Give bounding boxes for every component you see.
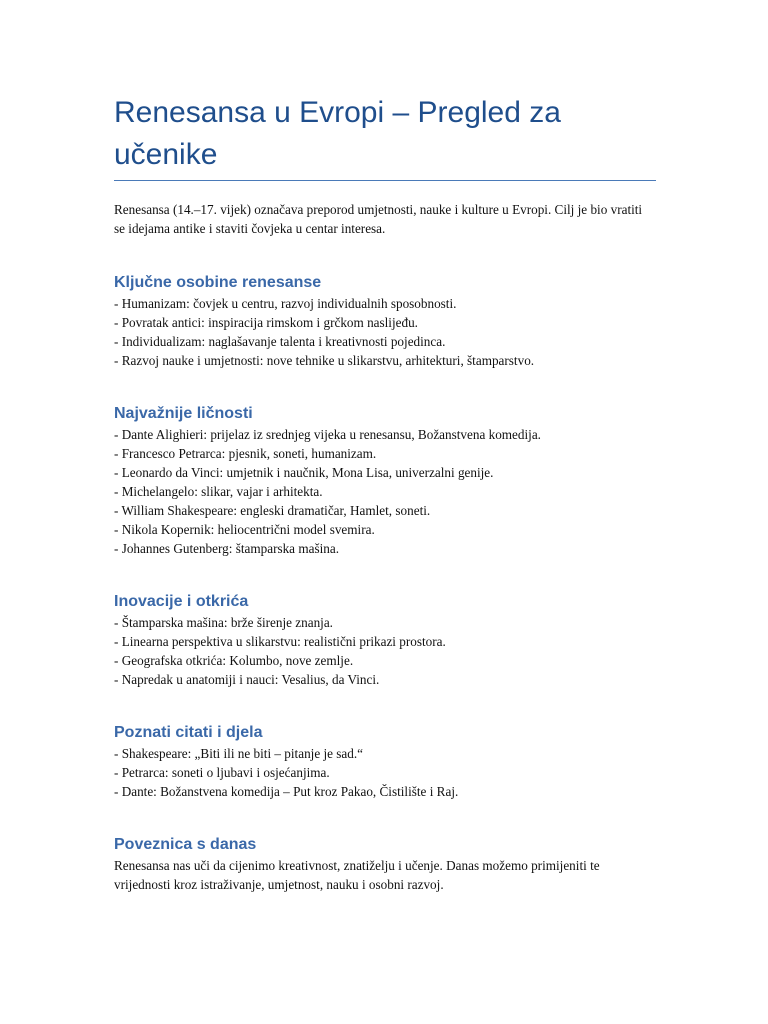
list-item: - Dante Alighieri: prijelaz iz srednjeg vijeka u renesansu, Božanstvena komedija. bbox=[114, 427, 541, 442]
section-heading: Poznati citati i djela bbox=[114, 724, 263, 741]
list-item: - Michelangelo: slikar, vajar i arhitekta. bbox=[114, 484, 323, 499]
list-item: - Shakespeare: „Biti ili ne biti – pitanje je sad.“ bbox=[114, 746, 364, 761]
list-item: - Dante: Božanstvena komedija – Put kroz Pakao, Čistilište i Raj. bbox=[114, 784, 459, 799]
section-heading: Ključne osobine renesanse bbox=[114, 274, 322, 291]
bullet-list bbox=[114, 294, 656, 370]
list-item: - Individualizam: naglašavanje talenta i kreativnosti pojedinca. bbox=[114, 334, 446, 349]
list-item: - Razvoj nauke i umjetnosti: nove tehnike u slikarstvu, arhitekturi, štamparstvo. bbox=[114, 353, 535, 368]
list-item: - Linearna perspektiva u slikarstvu: realistični prikazi prostora. bbox=[114, 634, 446, 649]
section-key-figures bbox=[114, 403, 656, 558]
section-innovations bbox=[114, 591, 656, 689]
intro-paragraph: Renesansa (14.–17. vijek) označava preporod umjetnosti, nauke i kulture u Evropi. Cilj je bio vratiti se idejama antike i staviti čovjeka u centar interesa. bbox=[114, 202, 643, 236]
bullet-list bbox=[114, 744, 656, 801]
list-item: - Johannes Gutenberg: štamparska mašina. bbox=[114, 541, 339, 556]
title-underline bbox=[114, 180, 656, 181]
list-item: - Napredak u anatomiji i nauci: Vesalius, da Vinci. bbox=[114, 672, 380, 687]
list-item: - Nikola Kopernik: heliocentrični model svemira. bbox=[114, 522, 375, 537]
section-connection-today bbox=[114, 834, 656, 894]
list-item: - Francesco Petrarca: pjesnik, soneti, humanizam. bbox=[114, 446, 377, 461]
document-page bbox=[114, 92, 656, 894]
document-title: Renesansa u Evropi – Pregled za učenike bbox=[114, 96, 561, 171]
list-item: - Povratak antici: inspiracija rimskom i grčkom naslijeđu. bbox=[114, 315, 418, 330]
list-item: - Petrarca: soneti o ljubavi i osjećanjima. bbox=[114, 765, 330, 780]
list-item: - William Shakespeare: engleski dramatičar, Hamlet, soneti. bbox=[114, 503, 431, 518]
section-key-features bbox=[114, 272, 656, 370]
list-item: - Štamparska mašina: brže širenje znanja. bbox=[114, 615, 333, 630]
list-item: - Leonardo da Vinci: umjetnik i naučnik, Mona Lisa, univerzalni genije. bbox=[114, 465, 494, 480]
section-paragraph: Renesansa nas uči da cijenimo kreativnost, znatiželju i učenje. Danas možemo primijeniti te vrijednosti kroz istraživanje, umjetnost, nauku i osobni razvoj. bbox=[114, 858, 600, 892]
section-heading: Najvažnije ličnosti bbox=[114, 405, 253, 422]
list-item: - Geografska otkrića: Kolumbo, nove zemlje. bbox=[114, 653, 354, 668]
section-heading: Inovacije i otkrića bbox=[114, 593, 249, 610]
section-heading: Poveznica s danas bbox=[114, 836, 257, 853]
bullet-list bbox=[114, 425, 656, 558]
section-quotes-works bbox=[114, 722, 656, 801]
list-item: - Humanizam: čovjek u centru, razvoj individualnih sposobnosti. bbox=[114, 296, 457, 311]
bullet-list bbox=[114, 613, 656, 689]
